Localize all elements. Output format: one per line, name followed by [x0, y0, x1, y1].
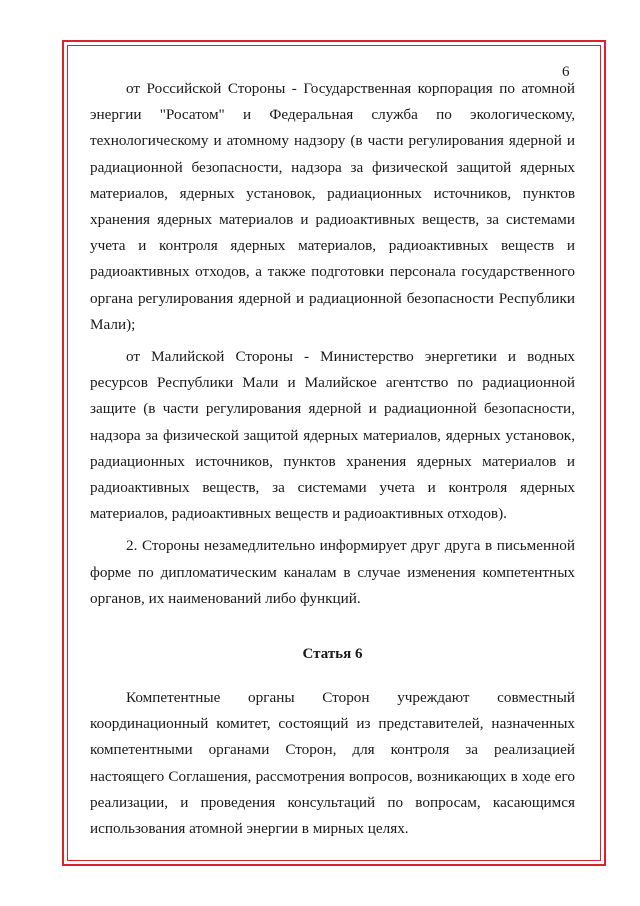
- paragraph-russian-side: от Российской Стороны - Государственная корпорация по атомной энергии "Росатом" и Федеральная служба по экологическому, технологическому и атомному надзору (в части регулирования ядерной и радиационной безопасности, надзора за физической защитой ядерных материалов, ядерных установок, радиационных источников, пунктов хранения ядерных материалов и радиоактивных веществ, за системами учета и контроля ядерных материалов, радиоактивных веществ и радиоактивных отходов, а также подготовки персонала государственного органа регулирования ядерной и радиационной безопасности Республики Мали);: [90, 80, 575, 333]
- page-number: 6: [562, 64, 570, 80]
- article-paragraph: Компетентные органы Сторон учреждают совместный координационный комитет, состоящий из представителей, назначенных компетентными органами Сторон, для контроля за реализацией настоящего Соглашения, рассмотрения вопросов, возникающих в ходе его реализации, и проведения консультаций по вопросам, касающимся использования атомной энергии в мирных целях.: [90, 689, 575, 838]
- paragraph-item-2: 2. Стороны незамедлительно информирует друг друга в письменной форме по дипломатическим каналам в случае изменения компетентных органов, их наименований либо функций.: [90, 537, 575, 607]
- document-body: [90, 76, 575, 842]
- article-heading: Статья 6: [302, 646, 363, 663]
- paragraph-mali-side: от Малийской Стороны - Министерство энергетики и водных ресурсов Республики Мали и Малийское агентство по радиационной защите (в части регулирования ядерной и радиационной безопасности, надзора за физической защитой ядерных материалов, ядерных установок, радиационных источников, пунктов хранения ядерных материалов и радиоактивных веществ, за системами учета и контроля ядерных материалов, радиоактивных веществ и радиоактивных отходов).: [90, 348, 575, 523]
